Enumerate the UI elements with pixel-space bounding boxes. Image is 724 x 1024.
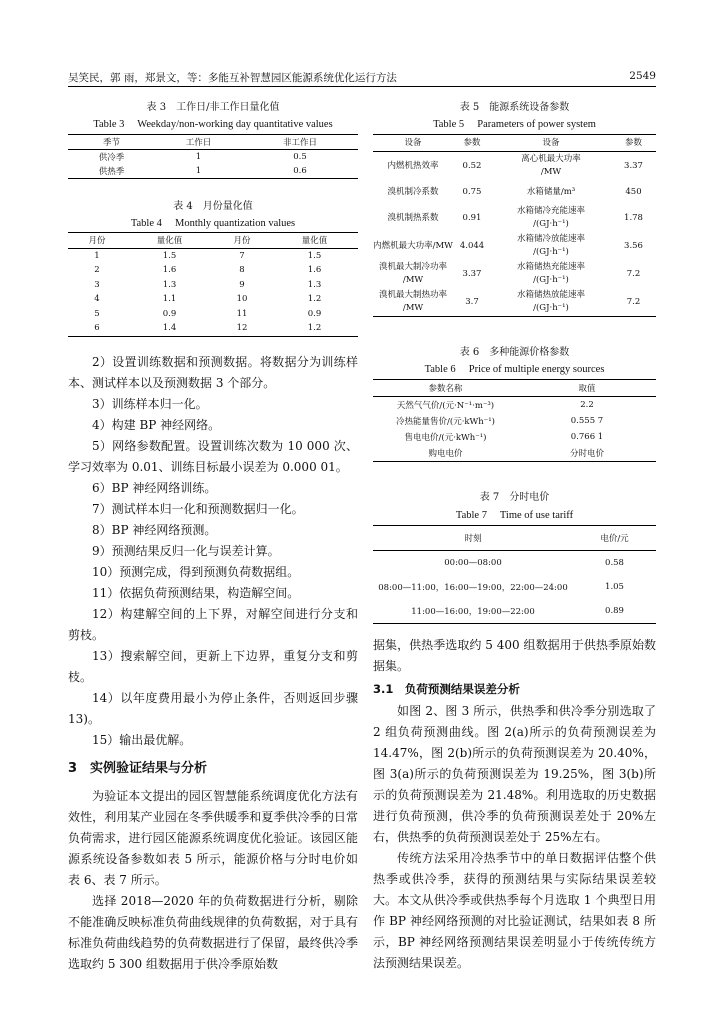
table-cell: 1.6 (162, 265, 177, 276)
table-header-cell: 量化值 (156, 236, 183, 247)
table-cell: 7.2 (626, 296, 641, 307)
table-cell: 1.2 (307, 323, 322, 334)
table-header-cell: 设备 (542, 137, 560, 148)
table-row (68, 263, 358, 278)
table-cell: 水箱储冷放能速率 /(GJ·h⁻¹) (516, 234, 585, 257)
table-cell: 离心机最大功率 /MW (521, 154, 581, 177)
table-cell: 1.05 (605, 582, 624, 592)
table-cell: 3.37 (462, 268, 482, 279)
table4-caption-cn: 表 4 月份量化值 (173, 201, 253, 212)
table7 (373, 525, 656, 624)
step-item: 7）测试样本归一化和预测数据归一化。 (92, 502, 304, 516)
table-row (68, 248, 358, 263)
table-cell: 1.3 (307, 279, 322, 290)
table-cell: 0.5 (293, 152, 307, 162)
table-cell: 4.044 (459, 240, 485, 251)
table-header-cell: 参数名称 (428, 384, 463, 394)
running-header (68, 70, 656, 85)
table6 (373, 379, 656, 462)
table-header-row (68, 233, 358, 249)
paragraph: 据集，供热季选取约 5 400 组数据用于供热季原始数据集。 (373, 638, 656, 673)
table-cell: 分时电价 (569, 449, 604, 459)
table-row (68, 278, 358, 293)
table-header-cell: 工作日 (185, 138, 212, 148)
table-cell: 溴机最大制冷功率 /MW (378, 262, 447, 285)
table-cell: 2 (94, 265, 100, 276)
table-cell: 0.89 (605, 606, 624, 616)
step-item: 10）预测完成，得到预测负荷数据组。 (92, 565, 300, 579)
table3-caption-en: Table 3 Weekday/non-working day quantitative values (93, 119, 333, 130)
paragraph: 为验证本文提出的园区智慧能系统调度优化方法有效性，利用某产业园在冬季供暖季和夏季供冷季的日常负荷需求，进行园区能源系统调度优化验证。该园区能源系统设备参数如表 5 所示，能源价格与分时电价如表 6、表 7 所示。 (68, 789, 358, 887)
table-header-cell: 非工作日 (282, 138, 317, 148)
table-row (373, 180, 656, 204)
table-header-cell: 取值 (578, 384, 596, 394)
table-cell: 0.9 (307, 308, 322, 319)
table-cell: 4 (94, 294, 100, 305)
left-column-text (68, 352, 358, 975)
table-cell: 3.37 (624, 160, 643, 171)
table7-caption-en: Table 7 Time of use tariff (455, 510, 574, 521)
step-item: 12）构建解空间的上下界，对解空间进行分支和剪枝。 (68, 607, 358, 642)
table-row (373, 288, 656, 317)
table-header-row (68, 135, 358, 150)
table-cell: 0.52 (462, 160, 482, 171)
table-header-cell: 量化值 (301, 236, 328, 247)
table6-caption-cn: 表 6 多种能源价格参数 (459, 347, 570, 358)
table-row (373, 575, 656, 599)
table-header-cell: 设备 (404, 137, 422, 148)
table5-caption-en: Table 5 Parameters of power system (433, 119, 596, 130)
page-number: 2549 (629, 70, 656, 82)
table-cell: 1.5 (162, 250, 177, 261)
paragraph: 选择 2018—2020 年的负荷数据进行分析，剔除不能准确反映标准负荷曲线规律的负荷数据，对于具有标准负荷曲线趋势的负荷数据进行了保留，最终供冷季选取约 5 300 组数据用于供冷季原始数 (68, 894, 358, 971)
table-cell: 8 (239, 265, 245, 276)
table-cell: 1.1 (162, 294, 177, 305)
table-cell: 水箱储冷充能速率 /(GJ·h⁻¹) (516, 206, 585, 229)
table-header-row (373, 526, 656, 551)
table-row (373, 413, 656, 429)
table5-caption-cn: 表 5 能源系统设备参数 (459, 102, 570, 113)
table-cell: 1 (94, 250, 100, 261)
table-cell: 1.4 (162, 323, 177, 334)
table-header-cell: 参数 (463, 137, 481, 148)
table-row (373, 152, 656, 181)
table-cell: 3 (94, 279, 100, 290)
table-row (68, 292, 358, 307)
table6-caption-en: Table 6 Price of multiple energy sources (424, 364, 605, 375)
table-row (373, 445, 656, 462)
table-header-cell: 参数 (624, 137, 642, 148)
paragraph: 如图 2、图 3 所示，供热季和供冷季分别选取了 2 组负荷预测曲线。图 2(a)所示的负荷预测误差为 14.47%，图 2(b)所示的负荷预测误差为 20.40%，图 3(a)所示的负荷预测误差为 19.25%，图 3(b)所示的负荷预测误差为 21.48%。利用选取的历史数据进行负荷预测，供冷季的负荷预测误差处于 20%左右，供热季的负荷预测误差处于 25%左右。 (373, 704, 656, 844)
table-header-row (373, 380, 656, 397)
header-authors-title: 吴笑民，郭 雨，郑景文，等：多能互补智慧园区能源系统优化运行方法 (68, 72, 397, 84)
table-cell: 0.58 (605, 558, 624, 568)
table-cell: 冷热能量售价/(元·kWh⁻¹) (396, 417, 495, 427)
table-cell: 溴机制热系数 (387, 212, 439, 223)
table-cell: 3.56 (624, 240, 643, 251)
table-row (68, 307, 358, 322)
table-cell: 溴机最大制热功率 /MW (378, 290, 447, 313)
table-cell: 水箱储量/m³ (526, 186, 576, 197)
table-row (68, 164, 358, 179)
table4-caption-en: Table 4 Monthly quantization values (130, 218, 296, 229)
table-cell: 0.766 1 (570, 432, 604, 442)
table-cell: 10 (236, 294, 248, 305)
table-cell: 9 (239, 279, 245, 290)
table-row (68, 321, 358, 336)
table-cell: 0.91 (462, 212, 482, 223)
right-column-text (373, 635, 656, 974)
table-cell: 5 (94, 308, 100, 319)
step-item: 5）网络参数配置。设置训练次数为 10 000 次、学习效率为 0.01、训练目标最小误差为 0.000 01。 (68, 439, 358, 474)
step-item: 4）构建 BP 神经网络。 (92, 418, 221, 432)
table-cell: 3.7 (465, 296, 479, 307)
table5 (373, 134, 656, 317)
table-row (373, 599, 656, 624)
table-cell: 6 (94, 323, 100, 334)
table-cell: 1.3 (162, 279, 177, 290)
table-header-cell: 月份 (88, 236, 106, 247)
table-header-cell: 季节 (102, 138, 120, 148)
table-cell: 0.555 7 (570, 416, 604, 426)
table-cell: 7.2 (626, 268, 641, 279)
table-cell: 供冷季 (98, 153, 125, 163)
table-cell: 1 (195, 166, 202, 176)
table-header-cell: 电价/元 (600, 534, 629, 544)
table-row (373, 397, 656, 414)
table-cell: 1 (195, 152, 202, 162)
table-cell: 天然气气价/(元·N⁻¹·m⁻³) (396, 401, 495, 411)
step-item: 2）设置训练数据和预测数据。将数据分为训练样本、测试样本以及预测数据 3 个部分。 (68, 355, 358, 390)
table-cell: 7 (239, 250, 245, 261)
table4 (68, 232, 358, 337)
table-row (68, 150, 358, 165)
table3 (68, 134, 358, 179)
table-header-row (373, 135, 656, 152)
table-cell: 购电电价 (428, 449, 463, 459)
step-item: 13）搜索解空间，更新上下边界，重复分支和剪枝。 (68, 649, 358, 684)
table7-caption-cn: 表 7 分时电价 (479, 492, 550, 503)
table-cell: 1.5 (307, 250, 322, 261)
table-row (373, 204, 656, 232)
table-cell: 11 (236, 308, 248, 319)
table-header-cell: 时刻 (464, 534, 482, 544)
section-heading: 3 实例验证结果与分析 (68, 761, 208, 776)
table-cell: 11:00—16:00，19:00—22:00 (411, 607, 535, 617)
table3-caption-cn: 表 3 工作日/非工作日量化值 (146, 102, 280, 113)
table-cell: 1.6 (307, 265, 322, 276)
table-cell: 08:00—11:00，16:00—19:00，22:00—24:00 (378, 583, 568, 593)
table-cell: 水箱储热放能速率 /(GJ·h⁻¹) (516, 290, 585, 313)
table-cell: 0.6 (293, 166, 307, 176)
step-item: 9）预测结果反归一化与误差计算。 (92, 544, 280, 558)
table-cell: 溴机制冷系数 (387, 186, 439, 197)
subsection-heading: 3.1 负荷预测结果误差分析 (373, 682, 520, 696)
table-cell: 内燃机最大功率/MW (373, 240, 453, 251)
step-item: 6）BP 神经网络训练。 (92, 481, 217, 495)
table-cell: 1.2 (307, 294, 322, 305)
paragraph: 传统方法采用冷热季节中的单日数据评估整个供热季或供冷季，获得的预测结果与实际结果误差较大。本文从供冷季或供热季每个月选取 1 个典型日用作 BP 神经网络预测的对比验证测试，结果如表 8 所示，BP 神经网络预测结果误差明显小于传统传统方法预测结果误差。 (373, 851, 656, 970)
table-cell: 450 (625, 186, 642, 197)
table-row (373, 260, 656, 288)
step-item: 15）输出最优解。 (92, 733, 192, 747)
table-cell: 售电电价/(元·kWh⁻¹) (404, 433, 487, 443)
header-rule (68, 86, 656, 87)
table-cell: 0.9 (162, 308, 177, 319)
table-header-cell: 月份 (233, 236, 251, 247)
step-item: 8）BP 神经网络预测。 (92, 523, 217, 537)
step-item: 3）训练样本归一化。 (92, 397, 208, 411)
table-cell: 00:00—08:00 (444, 558, 502, 568)
table-row (373, 429, 656, 445)
table-cell: 水箱储热充能速率 /(GJ·h⁻¹) (516, 262, 585, 285)
step-item: 11）依据负荷预测结果，构造解空间。 (92, 586, 300, 600)
table-row (373, 232, 656, 260)
table-cell: 1.78 (624, 212, 643, 223)
table-cell: 0.75 (462, 186, 482, 197)
table-row (373, 551, 656, 576)
table-cell: 12 (236, 323, 248, 334)
table-cell: 2.2 (580, 400, 594, 410)
step-item: 14）以年度费用最小为停止条件，否则返回步骤 13)。 (68, 691, 358, 726)
table-cell: 内燃机热效率 (387, 160, 439, 171)
table-cell: 供热季 (98, 167, 125, 177)
